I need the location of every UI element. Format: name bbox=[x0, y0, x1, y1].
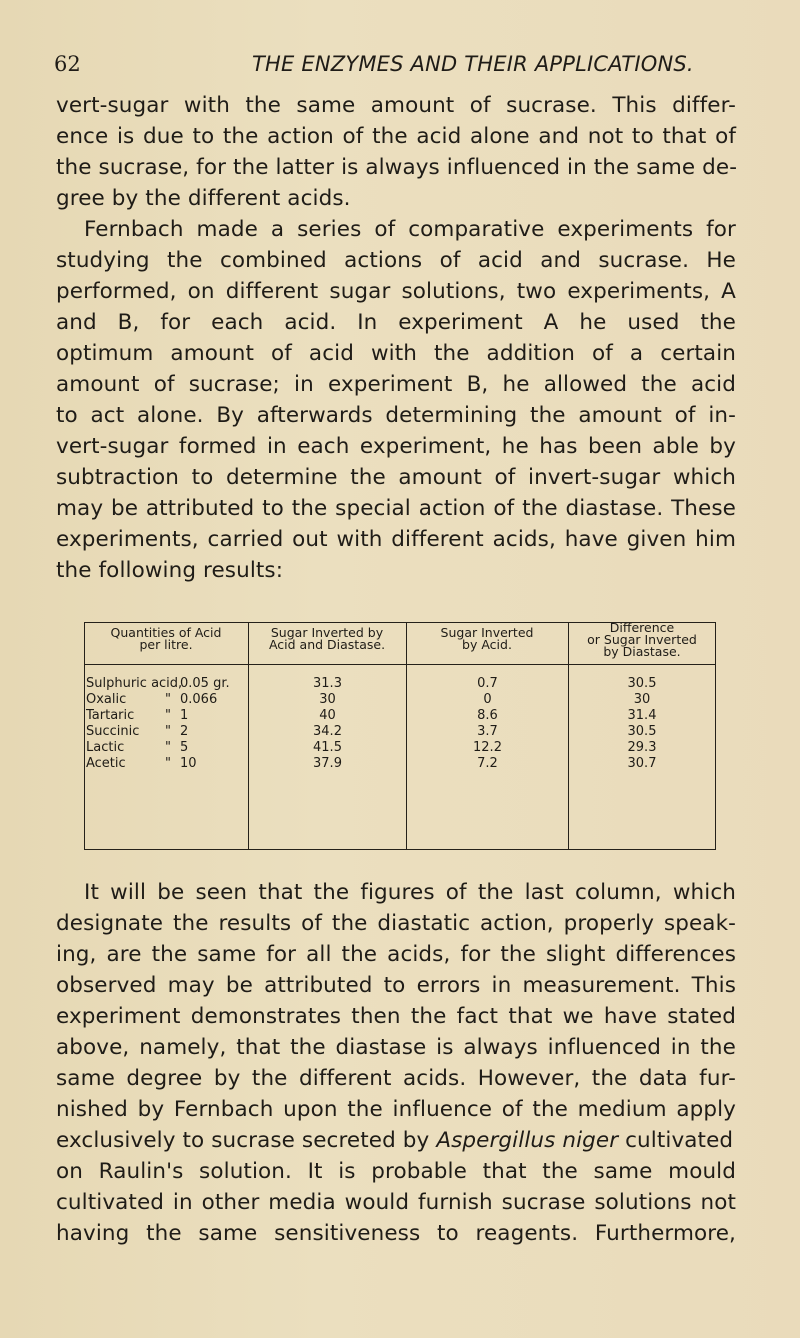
header-acid-and-diastase: Sugar Inverted by Acid and Diastase. bbox=[268, 625, 386, 652]
text-line: same degree by the different acids. However, the data fur- bbox=[56, 1066, 736, 1091]
acid-name: Sulphuric acid, bbox=[86, 676, 183, 691]
text-line: designate the results of the diastatic action, properly speak- bbox=[56, 911, 736, 936]
text-line: may be attributed to the special action of the diastase. These bbox=[56, 496, 736, 521]
table-cell: 0.7 bbox=[477, 676, 498, 691]
acid-quantity: 0.05 gr. bbox=[180, 676, 230, 691]
table-cell: 30.7 bbox=[627, 756, 657, 771]
text-line: and B, for each acid. In experiment A he used the bbox=[56, 310, 736, 335]
header-diastase-difference: Difference or Sugar Inverted by Diastase. bbox=[587, 620, 697, 659]
text-line: the following results: bbox=[56, 558, 284, 583]
acid-name: Acetic bbox=[86, 756, 126, 771]
text-line-with-species bbox=[56, 1125, 736, 1156]
text-line: above, namely, that the diastase is always influenced in the bbox=[56, 1035, 736, 1060]
table-cell: 29.3 bbox=[627, 740, 657, 755]
text-line: subtraction to determine the amount of invert-sugar which bbox=[56, 465, 736, 490]
text-line: studying the combined actions of acid and sucrase. He bbox=[56, 248, 736, 273]
text-line: amount of sucrase; in experiment B, he allowed the acid bbox=[56, 372, 736, 397]
text-line: experiments, carried out with different acids, have given him bbox=[56, 527, 736, 552]
acid-quantity: 2 bbox=[180, 724, 189, 739]
table-bottom-rule bbox=[84, 849, 716, 850]
acid-quantity: 10 bbox=[180, 756, 197, 771]
species-prefix: exclusively to sucrase secreted by bbox=[56, 1128, 437, 1153]
table-cell: 34.2 bbox=[313, 724, 342, 739]
text-line: vert-sugar with the same amount of sucrase. This differ- bbox=[56, 93, 736, 118]
text-line: having the same sensitiveness to reagents. Furthermore, bbox=[56, 1221, 736, 1246]
species-name: Aspergillus niger bbox=[436, 1128, 619, 1153]
acid-only-column bbox=[407, 676, 568, 772]
text-line: observed may be attributed to errors in measurement. This bbox=[56, 973, 736, 998]
text-line: ing, are the same for all the acids, for the slight differences bbox=[56, 942, 736, 967]
text-line: Fernbach made a series of comparative experiments for bbox=[84, 217, 736, 242]
text-line: cultivated in other media would furnish sucrase solutions not bbox=[56, 1190, 736, 1215]
table-cell: 41.5 bbox=[313, 740, 342, 755]
table-row bbox=[86, 676, 272, 692]
text-line: on Raulin's solution. It is probable that the same mould bbox=[56, 1159, 736, 1184]
table-left-rule bbox=[84, 622, 85, 850]
paragraph-2 bbox=[56, 214, 736, 586]
text-line: experiment demonstrates then the fact that we have stated bbox=[56, 1004, 736, 1029]
page-number: 62 bbox=[54, 52, 81, 76]
page-text bbox=[56, 90, 736, 586]
table-row bbox=[86, 724, 272, 740]
text-line: vert-sugar formed in each experiment, he has been able by bbox=[56, 434, 736, 459]
ditto-mark: " bbox=[165, 724, 171, 739]
table-cell: 31.4 bbox=[627, 708, 657, 723]
table-row bbox=[86, 692, 272, 708]
table-row bbox=[86, 708, 272, 724]
acid-and-diastase-column bbox=[249, 676, 406, 772]
table-row bbox=[86, 756, 272, 772]
text-line: nished by Fernbach upon the influence of the medium apply bbox=[56, 1097, 736, 1122]
table-cell: 30.5 bbox=[627, 676, 657, 691]
paragraph-1 bbox=[56, 90, 736, 214]
acid-quantity: 0.066 bbox=[180, 692, 218, 707]
table-cell: 31.3 bbox=[313, 676, 342, 691]
text-line: gree by the different acids. bbox=[56, 186, 351, 211]
diastase-difference-column bbox=[569, 676, 715, 772]
acid-name: Tartaric bbox=[86, 708, 135, 723]
acid-name: Succinic bbox=[86, 724, 140, 739]
acid-name: Lactic bbox=[86, 740, 125, 755]
table-cell: 30.5 bbox=[627, 724, 657, 739]
table-cell: 8.6 bbox=[477, 708, 498, 723]
header-acid-only: Sugar Inverted by Acid. bbox=[440, 625, 534, 652]
ditto-mark: " bbox=[165, 756, 171, 771]
table-right-rule bbox=[715, 622, 716, 850]
species-suffix: cultivated bbox=[618, 1128, 734, 1153]
table-cell: 12.2 bbox=[473, 740, 502, 755]
table-cell: 30 bbox=[633, 692, 651, 707]
table-cell: 40 bbox=[319, 708, 336, 723]
acid-quantity: 5 bbox=[180, 740, 189, 755]
ditto-mark: " bbox=[165, 692, 171, 707]
table-cell: 3.7 bbox=[477, 724, 498, 739]
acid-results-table bbox=[84, 622, 716, 850]
paragraph-3 bbox=[56, 877, 736, 1249]
text-line: to act alone. By afterwards determining the amount of in- bbox=[56, 403, 736, 428]
ditto-mark: " bbox=[165, 740, 171, 755]
running-title: THE ENZYMES AND THEIR APPLICATIONS. bbox=[252, 52, 694, 76]
text-line: performed, on different sugar solutions, two experiments, A bbox=[56, 279, 736, 304]
header-rule bbox=[84, 664, 716, 665]
text-line: optimum amount of acid with the addition of a certain bbox=[56, 341, 736, 366]
text-line: the sucrase, for the latter is always influenced in the same de- bbox=[56, 155, 738, 180]
acid-name-column bbox=[86, 676, 272, 772]
table-cell: 30 bbox=[319, 692, 336, 707]
acid-quantity: 1 bbox=[180, 708, 189, 723]
ditto-mark: " bbox=[165, 708, 171, 723]
table-cell: 0 bbox=[483, 692, 492, 707]
table-row bbox=[86, 740, 272, 756]
table-cell: 37.9 bbox=[313, 756, 342, 771]
header-quantities-of-acid: Quantities of Acid per litre. bbox=[110, 625, 222, 652]
page-header bbox=[54, 52, 754, 82]
text-line: It will be seen that the figures of the last column, which bbox=[84, 880, 736, 905]
table-cell: 7.2 bbox=[477, 756, 498, 771]
acid-name: Oxalic bbox=[86, 692, 127, 707]
text-line: ence is due to the action of the acid alone and not to that of bbox=[56, 124, 736, 149]
